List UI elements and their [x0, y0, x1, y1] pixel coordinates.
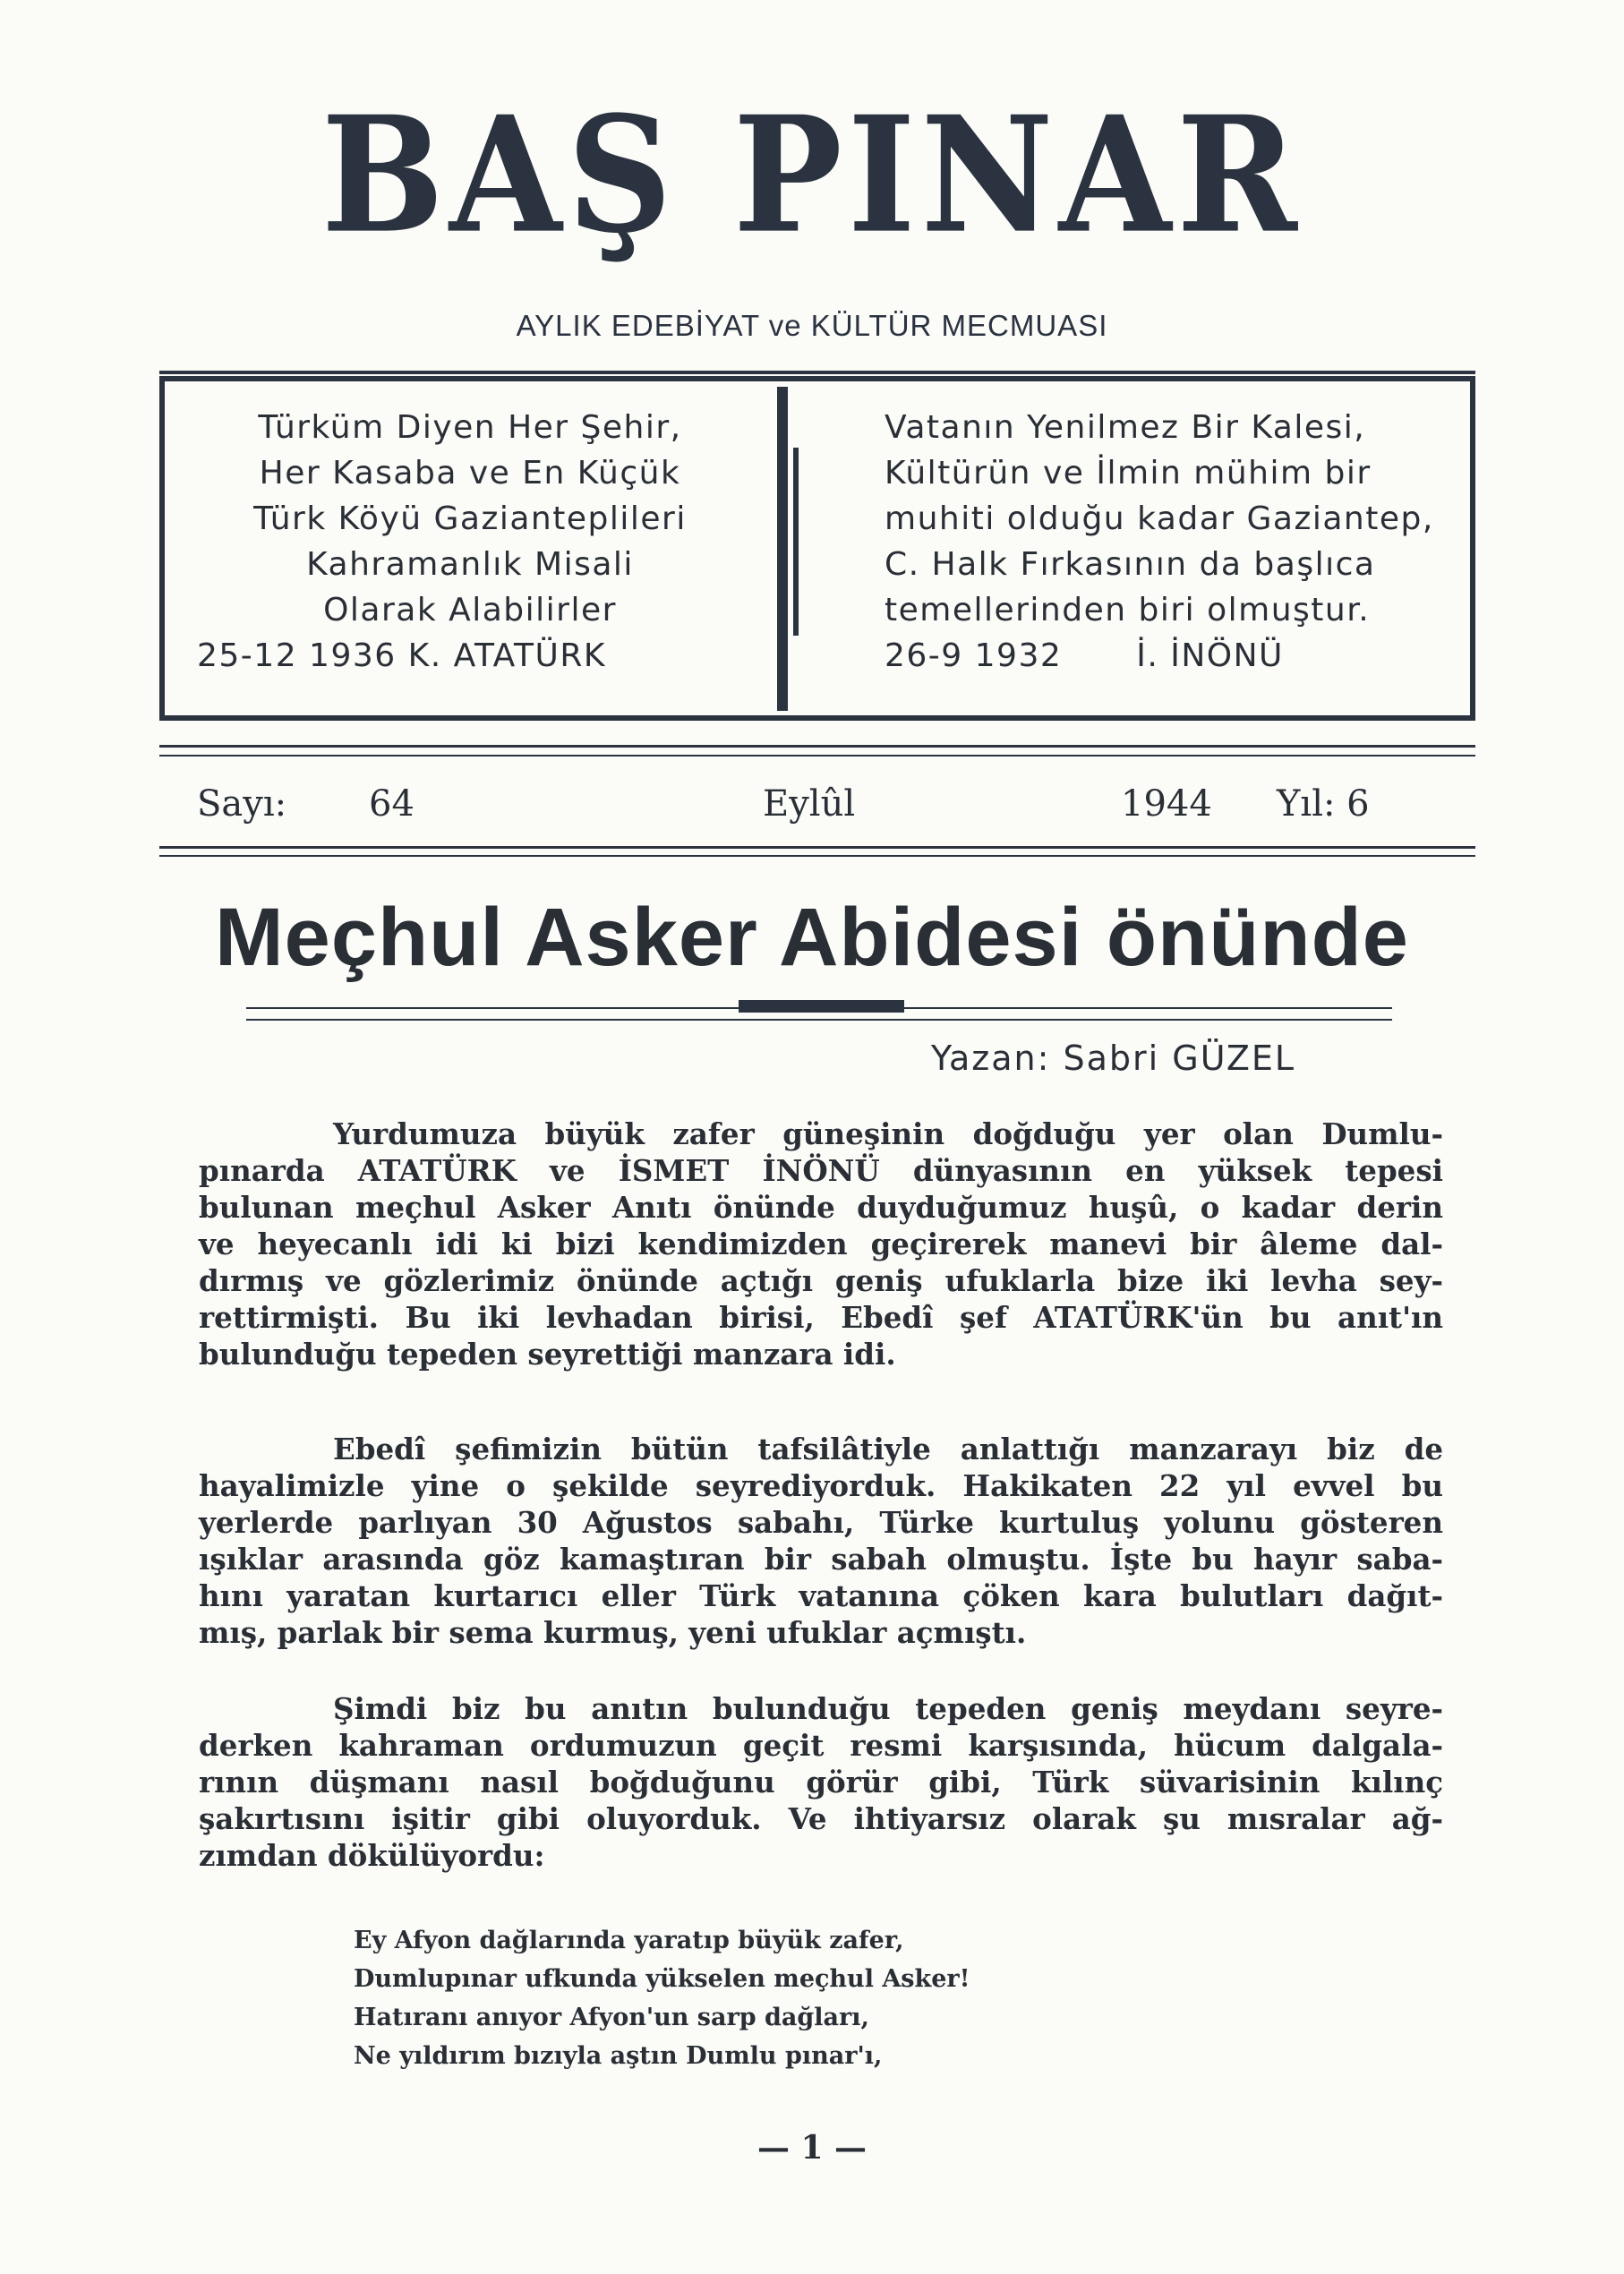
poem-line: Dumlupınar ufkunda yükselen meçhul Asker!	[354, 1965, 970, 1993]
paragraph-line: ve heyecanlı idi ki bizi kendimizden geçirerek manevi bir âleme dal-	[199, 1227, 1443, 1261]
quote-signature	[885, 633, 1457, 679]
issue-rule-bottom-thin	[159, 855, 1475, 857]
paragraph-line: rının düşmanı nasıl boğduğunu görür gibi, Türk süvarisinin kılınç	[199, 1765, 1443, 1800]
issue-month: Eylûl	[763, 783, 856, 825]
quote-line: Kültürün ve İlmin mühim bir	[885, 455, 1372, 492]
quote-line: Olarak Alabilirler	[323, 592, 617, 628]
issue-rule-top-thin	[159, 755, 1475, 757]
poem-line: Ne yıldırım bızıyla aştın Dumlu pınar'ı,	[354, 2042, 883, 2070]
quote-line: Her Kasaba ve En Küçük	[259, 455, 681, 492]
paragraph-line: şakırtısını işitir gibi oluyorduk. Ve ihtiyarsız olarak şu mısralar ağ-	[199, 1801, 1443, 1836]
quote-line: Kahramanlık Misali	[306, 546, 634, 583]
paragraph-line: mış, parlak bir sema kurmuş, yeni ufuklar açmıştı.	[199, 1615, 1027, 1650]
quote-line: C. Halk Fırkasının da başlıca	[885, 546, 1376, 583]
issue-volume: Yıl: 6	[1277, 783, 1370, 825]
quote-signature	[179, 633, 761, 679]
article-author: Yazan: Sabri GÜZEL	[931, 1039, 1296, 1078]
poem-line: Ey Afyon dağlarında yaratıp büyük zafer,	[354, 1927, 904, 1954]
paragraph-line: yerlerde parlıyan 30 Ağustos sabahı, Türke kurtuluş yolunu gösteren	[199, 1505, 1443, 1540]
paragraph-line: hayalimizle yine o şekilde seyrediyorduk. Hakikaten 22 yıl evvel bu	[199, 1468, 1443, 1503]
paragraph-line: bulunduğu tepeden seyrettiği manzara idi.	[199, 1337, 896, 1372]
issue-year: 1944	[1121, 783, 1212, 825]
article-paragraph	[199, 1431, 1443, 1651]
quote-line: temellerinden biri olmuştur.	[885, 592, 1371, 628]
poem	[354, 1921, 970, 2075]
issue-number: 64	[369, 783, 415, 825]
quote-divider-accent	[793, 448, 799, 636]
headline-rule-lower	[246, 1019, 1392, 1021]
paragraph-line: bulunan meçhul Asker Anıtı önünde duyduğumuz huşû, o kadar derin	[199, 1190, 1443, 1225]
quote-date: 26-9 1932	[885, 637, 1063, 674]
paragraph-line: Ebedî şefimizin bütün tafsilâtiyle anlattığı manzarayı biz de	[333, 1432, 1443, 1466]
article-headline: Meçhul Asker Abidesi önünde	[215, 892, 1409, 983]
paragraph-line: hını yaratan kurtarıcı eller Türk vatanına çöken kara bulutları dağıt-	[199, 1578, 1443, 1613]
paragraph-line: pınarda ATATÜRK ve İSMET İNÖNÜ dünyasının en yüksek tepesi	[199, 1153, 1443, 1188]
paragraph-line: dırmış ve gözlerimiz önünde açtığı geniş ufuklarla bize iki levha sey-	[199, 1263, 1443, 1298]
inonu-quote	[885, 405, 1457, 679]
quote-line: Vatanın Yenilmez Bir Kalesi,	[885, 409, 1366, 446]
quote-line: Türk Köyü Gazianteplileri	[253, 500, 687, 537]
masthead-subtitle: AYLIK EDEBİYAT ve KÜLTÜR MECMUASI	[516, 309, 1108, 342]
paragraph-line: Yurdumuza büyük zafer güneşinin doğduğu yer olan Dumlu-	[333, 1116, 1443, 1151]
quote-author: K. ATATÜRK	[407, 637, 606, 674]
issue-rule-top	[159, 745, 1475, 748]
paragraph-line: derken kahraman ordumuzun geçit resmi karşısında, hücum dalgala-	[199, 1728, 1443, 1763]
issue-number-label: Sayı:	[197, 783, 287, 825]
paragraph-line: ışıklar arasında göz kamaştıran bir sabah olmuştu. İşte bu hayır saba-	[199, 1542, 1443, 1577]
poem-line: Hatıranı anıyor Afyon'un sarp dağları,	[354, 2004, 869, 2031]
quote-divider	[777, 387, 788, 711]
quote-line: Türküm Diyen Her Şehir,	[258, 409, 682, 446]
ataturk-quote	[179, 405, 761, 679]
paragraph-line: rettirmişti. Bu iki levhadan birisi, Ebedî şef ATATÜRK'ün bu anıt'ın	[199, 1300, 1443, 1335]
paragraph-line: zımdan dökülüyordu:	[199, 1838, 545, 1873]
paragraph-line: Şimdi biz bu anıtın bulunduğu tepeden geniş meydanı seyre-	[333, 1691, 1443, 1726]
quote-line: muhiti olduğu kadar Gaziantep,	[885, 500, 1434, 537]
page-number: — 1 —	[756, 2129, 868, 2167]
headline-rule-accent	[739, 1000, 904, 1013]
article-paragraph	[199, 1690, 1443, 1874]
issue-rule-bottom	[159, 846, 1475, 849]
article-paragraph	[199, 1116, 1443, 1372]
top-rule	[159, 371, 1475, 374]
quote-date: 25-12 1936	[197, 637, 397, 674]
quote-author: İ. İNÖNÜ	[1136, 637, 1284, 674]
masthead-title: BAŞ PINAR	[321, 81, 1303, 269]
